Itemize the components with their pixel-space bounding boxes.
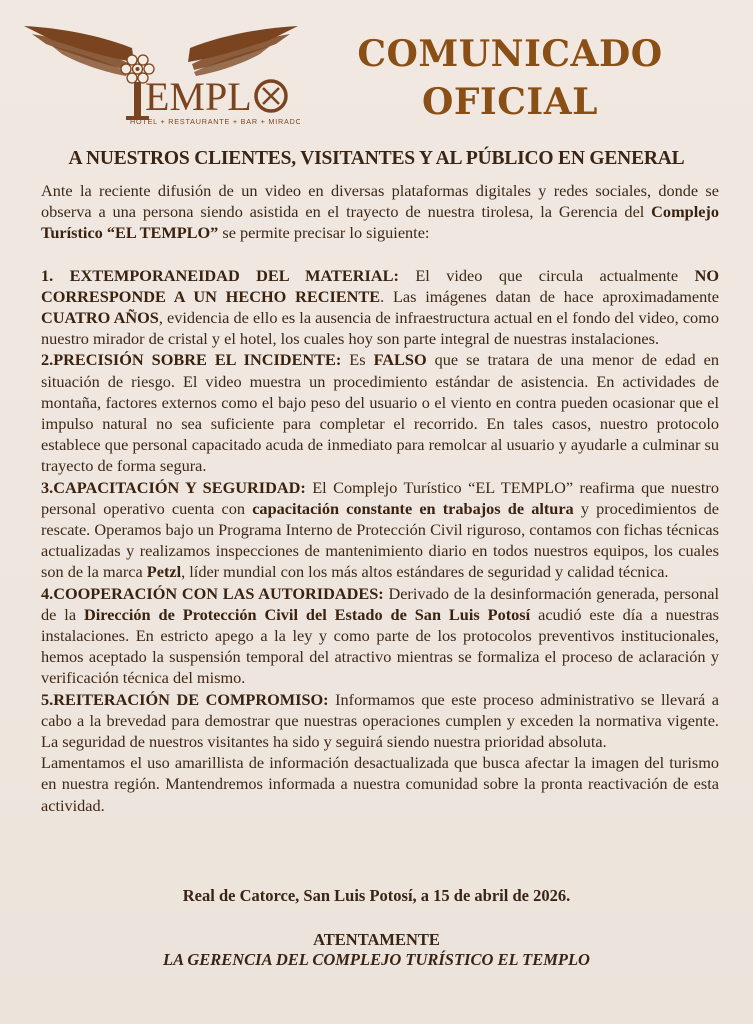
title-line-2: OFICIAL (422, 81, 598, 123)
conclusion-paragraph: Lamentamos el uso amarillista de información desactualizada que busca afectar la imagen del turismo en nuestra región. Mantendremos informada a nuestra comunidad sobre la pronta reactivación de esta actividad. (41, 753, 719, 815)
statement-body (41, 180, 719, 816)
intro-text-end: se permite precisar lo siguiente: (218, 223, 430, 243)
point-bold: NO CORRESPONDE A UN HECHO RECIENTE (41, 265, 719, 306)
point-heading: 1. EXTEMPORANEIDAD DEL MATERIAL: (41, 265, 399, 285)
point-text: Es (341, 350, 374, 370)
point-4 (41, 583, 719, 689)
page-title (340, 30, 680, 126)
point-heading: 5.REITERACIÓN DE COMPROMISO: (41, 689, 329, 709)
point-bold: CUATRO AÑOS (41, 308, 159, 328)
point-heading: 4.COOPERACIÓN CON LAS AUTORIDADES: (41, 583, 384, 603)
point-bold: Dirección de Protección Civil del Estado de San Luis Potosí (83, 604, 531, 624)
point-1 (41, 265, 719, 350)
point-text: Derivado de la desinformación generada, personal de la (41, 583, 720, 624)
intro-paragraph (41, 180, 719, 244)
point-text: que se tratara de una menor de edad en situación de riesgo. El video muestra un procedimiento estándar de asistencia. En actividades de montaña, factores externos como el bajo peso del usuario o el viento en contra pueden ocasionar que el impulso natural no sea suficiente para completar el recorrido. En tales casos, nuestro protocolo establece que personal capacitado acuda de inmediato para remolcar al usuario y ayudarle a culminar su trayecto de forma segura. (41, 350, 719, 476)
point-3 (41, 477, 719, 583)
audience-heading: A NUESTROS CLIENTES, VISITANTES Y AL PÚBLICO EN GENERAL (68, 148, 685, 169)
point-heading: 2.PRECISIÓN SOBRE EL INCIDENTE: (41, 350, 342, 370)
logo-wordmark: EMPL (145, 74, 252, 119)
point-text: , líder mundial con los más altos estándares de seguridad y calidad técnica. (181, 562, 669, 582)
regards-line: ATENTAMENTE (313, 930, 440, 949)
point-bold: capacitación constante en trabajos de altura (252, 498, 574, 518)
winged-emblem-icon (22, 18, 300, 128)
logo-tagline: HOTEL + RESTAURANTE + BAR + MIRADOR (130, 117, 300, 126)
templo-logo (22, 18, 300, 128)
point-5 (41, 689, 719, 753)
point-bold: FALSO (373, 350, 427, 370)
signature-line: LA GERENCIA DEL COMPLEJO TURÍSTICO EL TEMPLO (163, 950, 590, 969)
point-bold: Petzl (146, 562, 182, 582)
point-text: Informamos que este proceso administrativo se llevará a cabo a la brevedad para demostrar que nuestras operaciones cumplen y exceden la normativa vigente. La seguridad de nuestros visitantes ha sido y seguirá siendo nuestra prioridad absoluta. (41, 689, 719, 752)
point-2 (41, 349, 719, 476)
point-text: El video que circula actualmente (398, 265, 695, 285)
point-text: . Las imágenes datan de hace aproximadamente (380, 286, 719, 306)
title-line-1: COMUNICADO (357, 33, 663, 75)
point-text: El Complejo Turístico “EL TEMPLO” reafirma que nuestro personal operativo cuenta con (41, 477, 719, 518)
point-heading: 3.CAPACITACIÓN Y SEGURIDAD: (41, 477, 306, 497)
intro-text: Ante la reciente difusión de un video en diversas plataformas digitales y redes sociales, donde se observa a una persona siendo asistida en el trayecto de nuestra tirolesa, la Gerencia del (41, 181, 719, 222)
point-text: y procedimientos de rescate. Operamos bajo un Programa Interno de Protección Civil riguroso, contamos con fichas técnicas actualizadas y realizamos inspecciones de mantenimiento diario en todos nuestros equipos, los cuales son de la marca (41, 498, 720, 582)
intro-bold: Complejo Turístico “EL TEMPLO” (41, 202, 719, 243)
date-line: Real de Catorce, San Luis Potosí, a 15 de abril de 2026. (182, 886, 571, 905)
point-text: , evidencia de ello es la ausencia de infraestructura actual en el fondo del video, como nuestro mirador de cristal y el hotel, los cuales hoy son parte integral de nuestras instalaciones. (41, 308, 719, 349)
point-text: acudió este día a nuestras instalaciones. En estricto apego a la ley y como parte de los protocolos preventivos institucionales, hemos aceptado la suspensión temporal del atractivo mientras se formaliza el proceso de aclaración y verificación técnica del mismo. (41, 604, 719, 688)
